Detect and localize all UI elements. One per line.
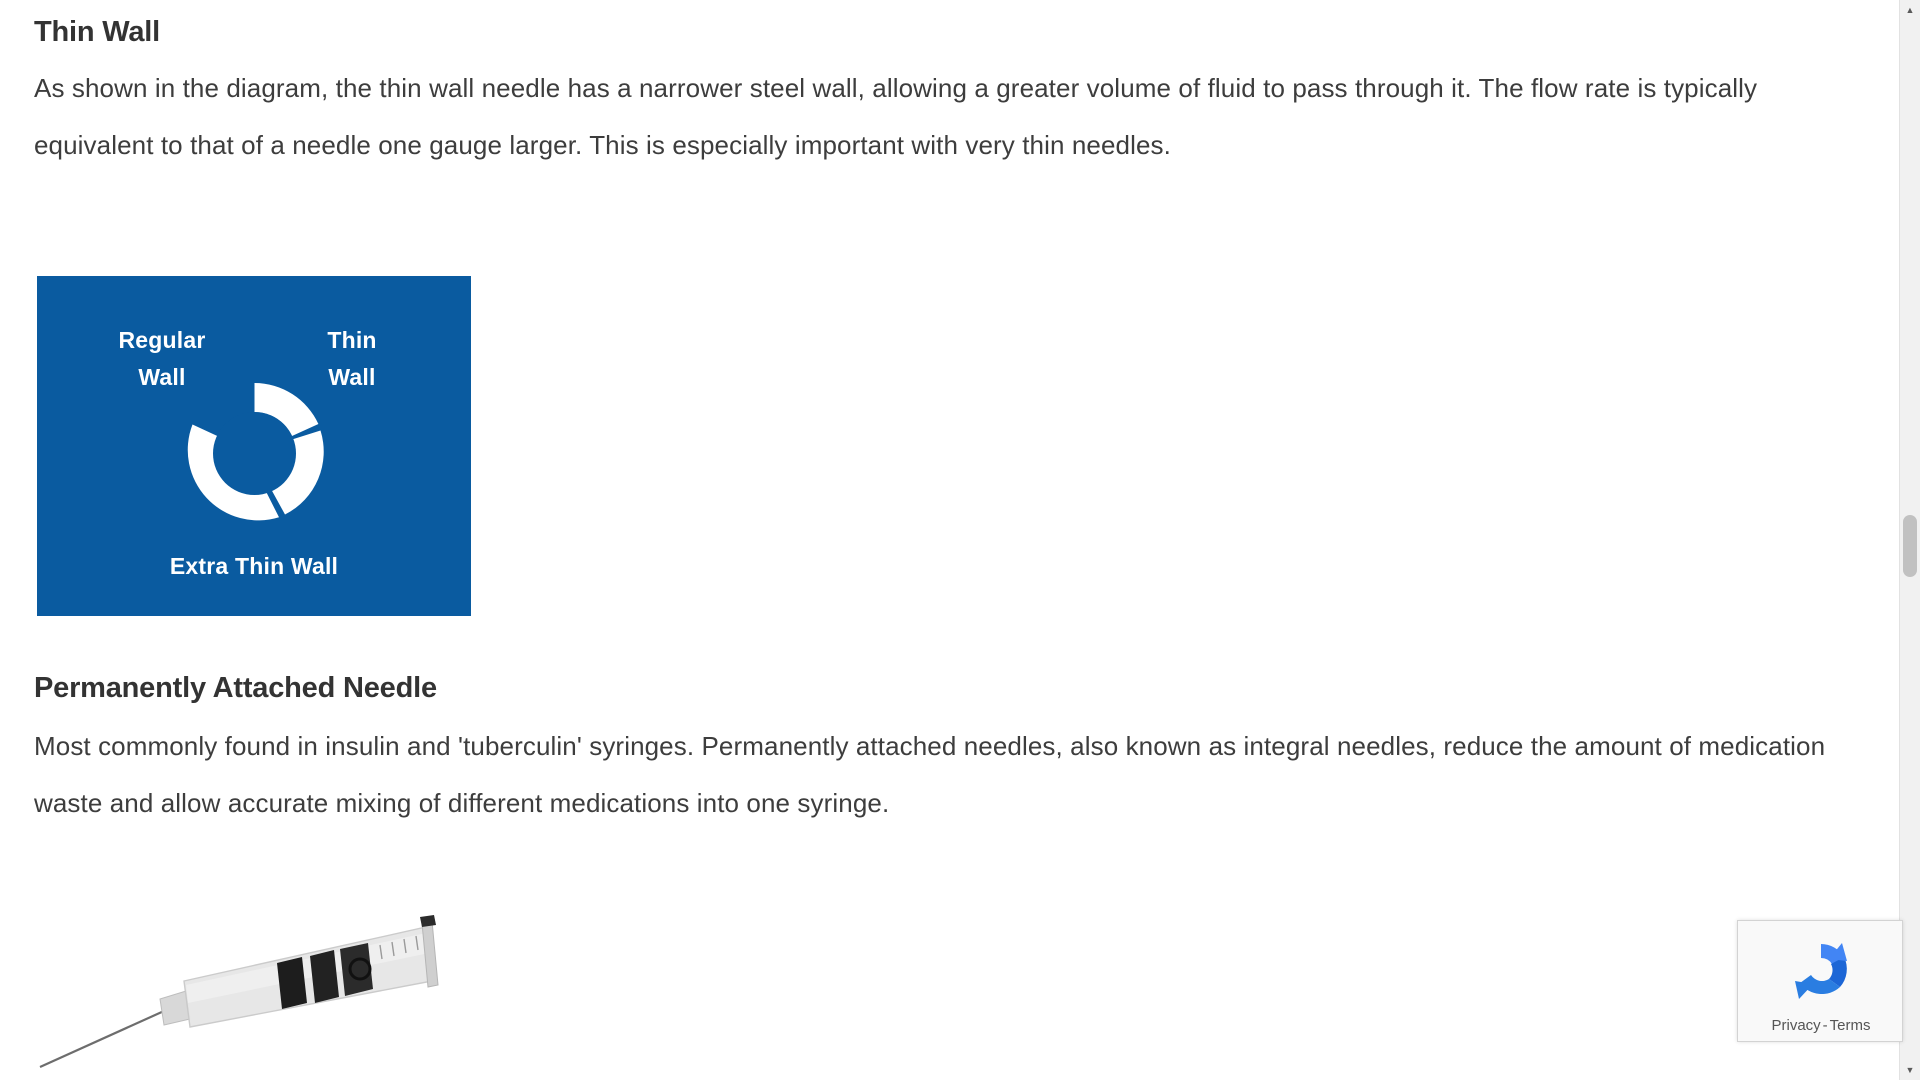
- section-title-permanently-attached-needle: Permanently Attached Needle: [34, 672, 437, 704]
- recaptcha-logo-icon: [1785, 935, 1857, 1007]
- recaptcha-badge[interactable]: [1737, 920, 1903, 1042]
- diagram-label-extra-thin-wall: Extra Thin Wall: [169, 553, 339, 579]
- recaptcha-terms-link[interactable]: Terms: [1829, 1017, 1871, 1034]
- permanently-attached-needle-paragraph: Most commonly found in insulin and 'tuberculin' syringes. Permanently attached needles, also known as integral needles, reduce the amount of medication waste and allow accurate mixing of different medications into one syringe.: [34, 731, 1826, 818]
- syringe-photo: [34, 915, 484, 1080]
- thin-wall-paragraph: As shown in the diagram, the thin wall needle has a narrower steel wall, allowing a greater volume of fluid to pass through it. The flow rate is typically equivalent to that of a needle one gauge larger. This is especially important with very thin needles.: [34, 73, 1758, 160]
- diagram-label-regular-wall-line2: Wall: [138, 364, 186, 390]
- vertical-scrollbar[interactable]: [1899, 0, 1920, 1080]
- recaptcha-link-separator: -: [1822, 1017, 1828, 1034]
- diagram-ring-graphic: [182, 381, 327, 526]
- diagram-label-regular-wall-line1: Regular: [118, 327, 206, 353]
- recaptcha-privacy-link[interactable]: Privacy: [1771, 1017, 1821, 1034]
- recaptcha-links[interactable]: [1738, 1017, 1904, 1034]
- scrollbar-thumb[interactable]: [1903, 515, 1917, 577]
- page-title: Thin Wall: [34, 16, 160, 48]
- needle-wall-comparison-diagram: [37, 276, 471, 616]
- diagram-label-thin-wall-line2: Wall: [328, 364, 376, 390]
- scroll-down-arrow-icon[interactable]: ▼: [1905, 1065, 1915, 1075]
- scroll-up-arrow-icon[interactable]: ▲: [1905, 5, 1915, 15]
- diagram-label-thin-wall-line1: Thin: [327, 327, 377, 353]
